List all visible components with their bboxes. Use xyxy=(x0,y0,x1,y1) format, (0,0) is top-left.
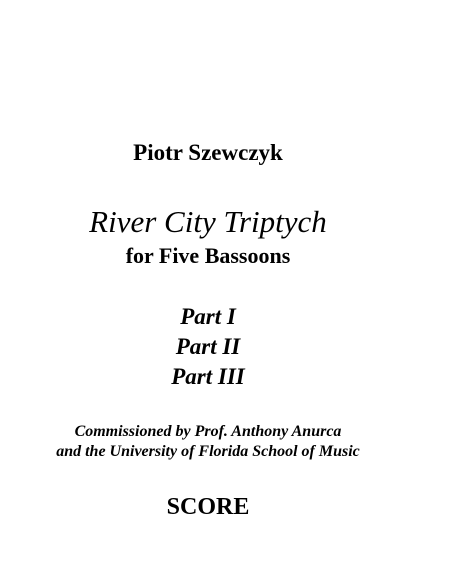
part-2-label: Part II xyxy=(175,334,241,359)
part-3-label: Part III xyxy=(171,364,245,389)
commission-line-2: and the University of Florida School of Music xyxy=(56,443,360,460)
commission-line-1: Commissioned by Prof. Anthony Anurca xyxy=(74,423,342,440)
instrumentation-subtitle: for Five Bassoons xyxy=(125,243,291,268)
part-1-label: Part I xyxy=(180,304,236,329)
score-label: SCORE xyxy=(166,494,250,520)
work-title: River City Triptych xyxy=(89,204,327,239)
composer-name: Piotr Szewczyk xyxy=(133,140,283,165)
